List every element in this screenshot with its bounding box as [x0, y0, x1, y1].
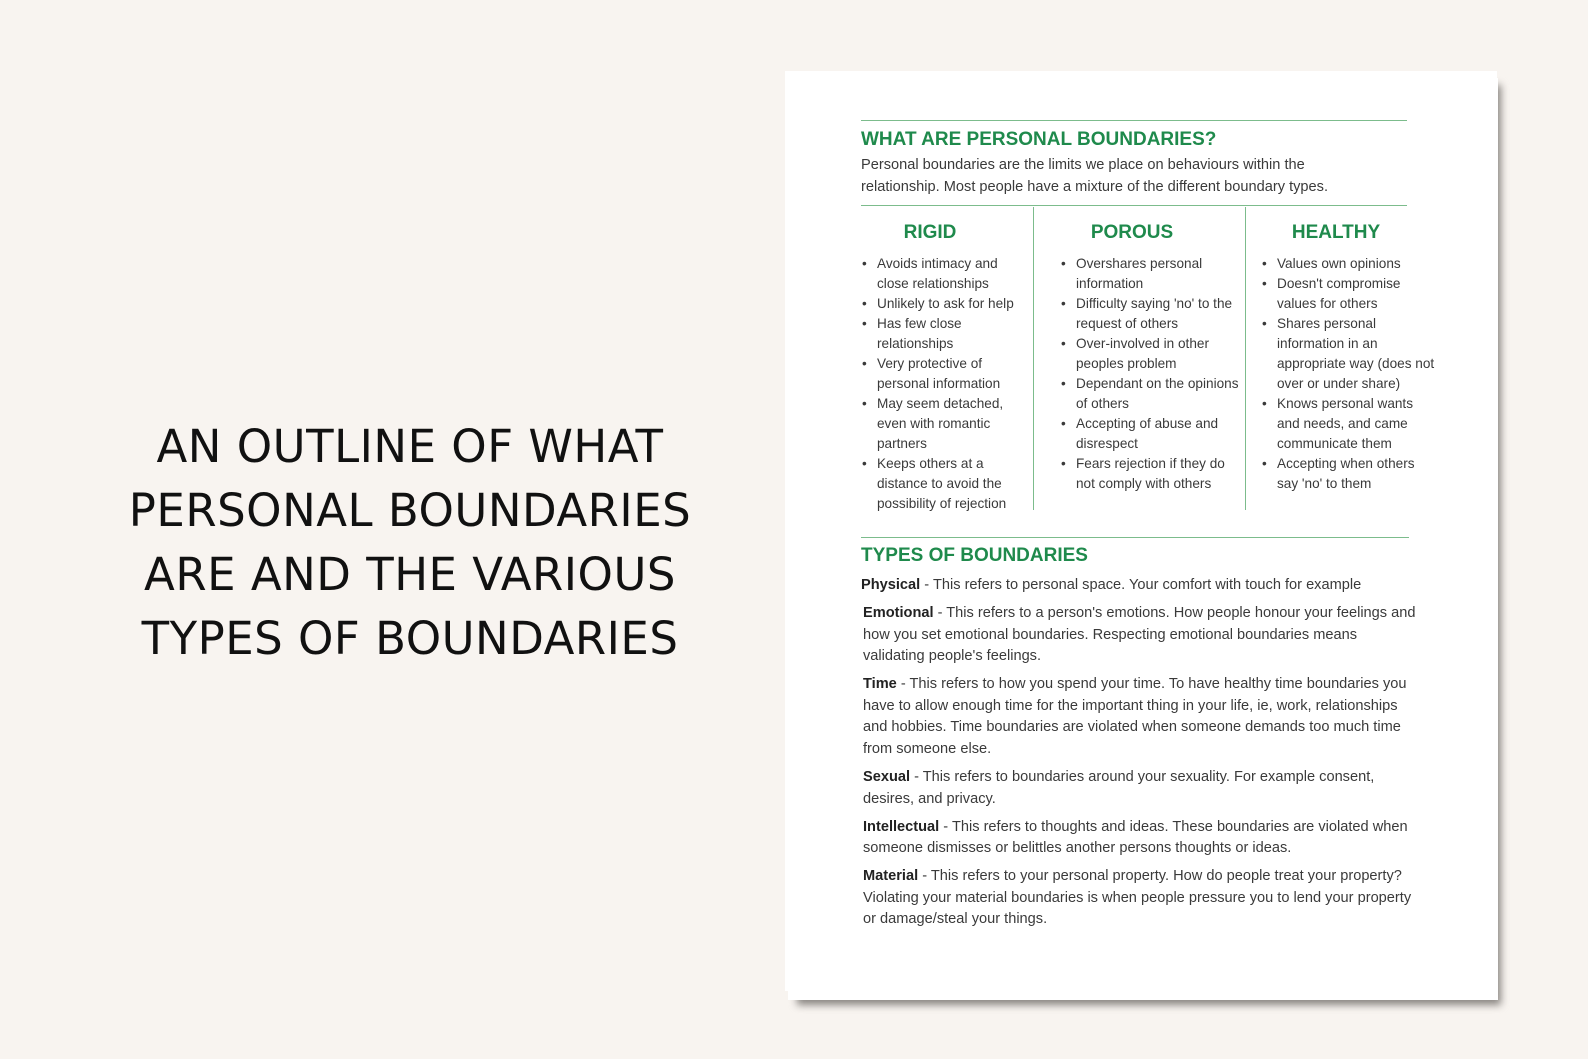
- list-item: • Over-involved in other peoples problem: [1060, 334, 1240, 374]
- list-item: • Keeps others at a distance to avoid the possibility of rejection: [861, 454, 1027, 514]
- column-divider-2: [1245, 207, 1246, 510]
- list-item: • Accepting when others say 'no' to them: [1261, 454, 1437, 494]
- type-name: Intellectual: [863, 818, 940, 835]
- intro-paragraph: [861, 154, 1381, 198]
- list-item: • Values own opinions: [1261, 254, 1437, 274]
- type-name: Emotional: [863, 604, 934, 621]
- type-desc: - This refers to your personal property. How do people treat your property? Violating your material boundaries is when people pressure you to lend your property or damage/steal your things.: [863, 868, 1412, 928]
- list-item: • Doesn't compromise values for others: [1261, 274, 1437, 314]
- list-item: • Difficulty saying 'no' to the request of others: [1060, 294, 1240, 334]
- top-rule: [861, 120, 1407, 121]
- type-desc: - This refers to personal space. Your comfort with touch for example: [920, 577, 1362, 593]
- list-item: • Knows personal wants and needs, and came communicate them: [1261, 394, 1437, 454]
- list-item: • Accepting of abuse and disrespect: [1060, 414, 1240, 454]
- list-item: • Very protective of personal information: [861, 354, 1027, 394]
- type-physical: [861, 575, 1421, 597]
- list-item: • Shares personal information in an appropriate way (does not over or under share): [1261, 314, 1437, 394]
- section-title-types-of-boundaries: TYPES OF BOUNDARIES: [861, 545, 1088, 566]
- document-page: [785, 71, 1497, 991]
- healthy-list: [1261, 254, 1437, 494]
- type-desc: - This refers to boundaries around your sexuality. For example consent, desires, and privacy.: [863, 768, 1375, 807]
- type-sexual: [861, 767, 1421, 810]
- type-material: [861, 866, 1421, 931]
- type-name: Material: [863, 868, 919, 885]
- list-item: • Has few close relationships: [861, 314, 1027, 354]
- type-desc: - This refers to thoughts and ideas. These boundaries are violated when someone dismisses or belittles another persons thoughts or ideas.: [863, 818, 1408, 857]
- type-desc: - This refers to how you spend your time. To have healthy time boundaries you have to allow enough time for the important thing in your life, ie, work, relationships and hobbies. Time boundaries are violated when someone demands too much time from someone else.: [863, 676, 1407, 757]
- column-title-rigid: RIGID: [903, 222, 957, 243]
- intro-line-1: Personal boundaries are the limits we place on behaviours within the: [861, 157, 1305, 173]
- types-list: [861, 575, 1421, 937]
- list-item: • Avoids intimacy and close relationships: [861, 254, 1027, 294]
- porous-list: [1060, 254, 1240, 494]
- type-time: [861, 674, 1421, 760]
- column-title-porous: POROUS: [1090, 222, 1174, 243]
- types-top-rule: [861, 537, 1409, 538]
- column-divider-1: [1033, 207, 1034, 510]
- list-item: • Unlikely to ask for help: [861, 294, 1027, 314]
- intro-line-2: relationship. Most people have a mixture of the different boundary types.: [861, 179, 1329, 195]
- headline: [100, 415, 720, 671]
- headline-line-2: PERSONAL BOUNDARIES: [128, 484, 692, 537]
- headline-line-1: AN OUTLINE OF WHAT: [156, 420, 664, 473]
- type-intellectual: [861, 817, 1421, 860]
- headline-line-4: TYPES OF BOUNDARIES: [141, 612, 679, 665]
- list-item: • May seem detached, even with romantic partners: [861, 394, 1027, 454]
- type-name: Time: [863, 676, 897, 693]
- headline-line-3: ARE AND THE VARIOUS: [144, 548, 676, 601]
- columns-top-rule: [861, 205, 1407, 206]
- type-name: Physical: [861, 577, 921, 593]
- list-item: • Fears rejection if they do not comply with others: [1060, 454, 1240, 494]
- type-emotional: [861, 603, 1421, 668]
- type-desc: - This refers to a person's emotions. How people honour your feelings and how you set emotional boundaries. Respecting emotional boundaries means validating people's feelings.: [863, 604, 1416, 665]
- rigid-list: [861, 254, 1027, 514]
- column-title-healthy: HEALTHY: [1291, 222, 1381, 243]
- type-name: Sexual: [863, 768, 911, 785]
- section-title-personal-boundaries: WHAT ARE PERSONAL BOUNDARIES?: [861, 129, 1217, 150]
- list-item: • Dependant on the opinions of others: [1060, 374, 1240, 414]
- list-item: • Overshares personal information: [1060, 254, 1240, 294]
